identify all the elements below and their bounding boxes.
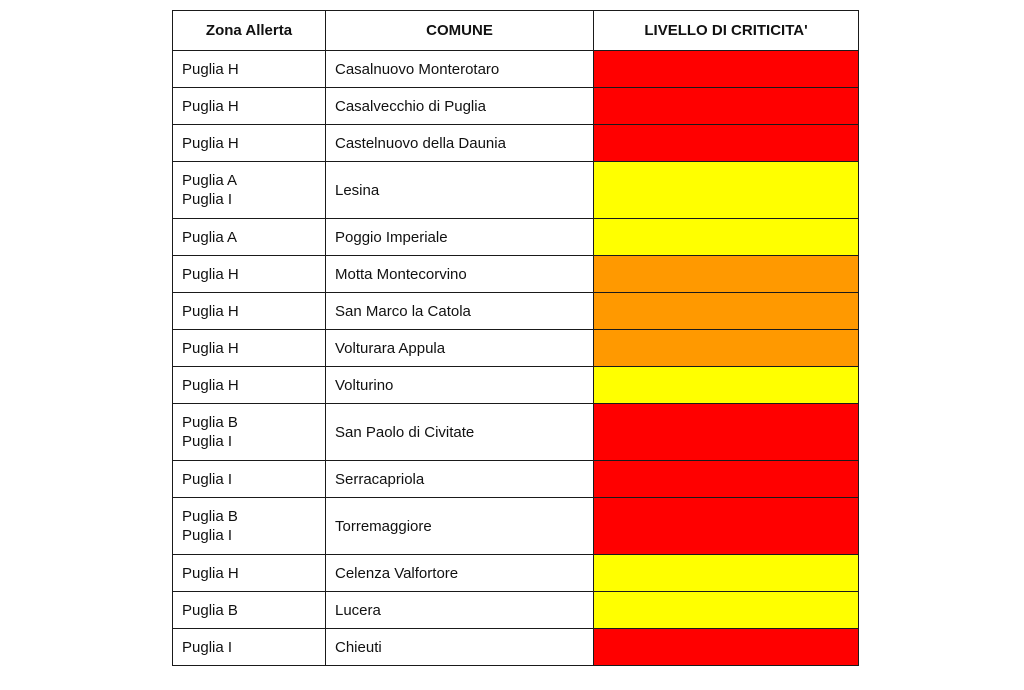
table-row [173,592,859,629]
zone-label: Puglia B [182,508,238,525]
table-row [173,330,859,367]
criticality-level-cell [594,404,859,461]
zone-cell [173,219,326,256]
zone-label: Puglia H [182,97,239,115]
comune-cell: Volturara Appula [326,330,594,367]
comune-cell: Chieuti [326,629,594,666]
table-row [173,125,859,162]
criticality-level-cell [594,629,859,666]
criticality-level-cell [594,367,859,404]
table-row [173,256,859,293]
table-row [173,219,859,256]
comune-cell: Serracapriola [326,461,594,498]
zone-label: Puglia A [182,172,238,189]
zone-label: Puglia I [182,638,233,656]
table-row [173,498,859,555]
header-livello-criticita: LIVELLO DI CRITICITA' [594,11,859,51]
table-row [173,293,859,330]
zone-label: Puglia I [182,527,233,544]
criticality-level-cell [594,330,859,367]
zone-cell [173,592,326,629]
table-row [173,51,859,88]
criticality-level-cell [594,256,859,293]
criticality-level-cell [594,51,859,88]
table-row [173,88,859,125]
table-row [173,461,859,498]
table-row [173,162,859,219]
table-header-row [173,11,859,51]
criticality-level-cell [594,498,859,555]
comune-cell: Castelnuovo della Daunia [326,125,594,162]
zone-label: Puglia H [182,564,239,582]
zone-label: Puglia I [182,470,233,488]
criticality-level-cell [594,125,859,162]
zone-cell [173,367,326,404]
zone-cell [173,256,326,293]
comune-cell: Torremaggiore [326,498,594,555]
zone-cell [173,51,326,88]
zone-cell [173,461,326,498]
comune-cell: Poggio Imperiale [326,219,594,256]
zone-label: Puglia H [182,60,239,78]
criticality-level-cell [594,162,859,219]
table-row [173,367,859,404]
zone-label: Puglia B [182,414,238,431]
table-body [173,51,859,666]
alert-level-table [172,10,859,666]
comune-cell: Casalnuovo Monterotaro [326,51,594,88]
zone-cell [173,293,326,330]
header-zona-allerta: Zona Allerta [173,11,326,51]
zone-label: Puglia H [182,134,239,152]
criticality-level-cell [594,88,859,125]
zone-label: Puglia H [182,265,239,283]
header-comune: COMUNE [326,11,594,51]
comune-cell: Motta Montecorvino [326,256,594,293]
zone-cell [173,404,326,461]
comune-cell: Celenza Valfortore [326,555,594,592]
criticality-level-cell [594,592,859,629]
zone-cell [173,629,326,666]
zone-cell [173,330,326,367]
comune-cell: Lucera [326,592,594,629]
zone-label: Puglia B [182,601,238,619]
zone-cell [173,125,326,162]
zone-cell [173,555,326,592]
table-row [173,404,859,461]
zone-cell [173,162,326,219]
zone-label: Puglia H [182,339,239,357]
zone-label: Puglia H [182,302,239,320]
zone-label: Puglia H [182,376,239,394]
criticality-level-cell [594,219,859,256]
comune-cell: San Marco la Catola [326,293,594,330]
comune-cell: Volturino [326,367,594,404]
table-row [173,555,859,592]
zone-cell [173,88,326,125]
criticality-level-cell [594,293,859,330]
zone-cell [173,498,326,555]
zone-label: Puglia A [182,228,238,246]
comune-cell: San Paolo di Civitate [326,404,594,461]
comune-cell: Casalvecchio di Puglia [326,88,594,125]
zone-label: Puglia I [182,191,233,208]
criticality-level-cell [594,461,859,498]
criticality-level-cell [594,555,859,592]
zone-label: Puglia I [182,433,233,450]
comune-cell: Lesina [326,162,594,219]
table-row [173,629,859,666]
